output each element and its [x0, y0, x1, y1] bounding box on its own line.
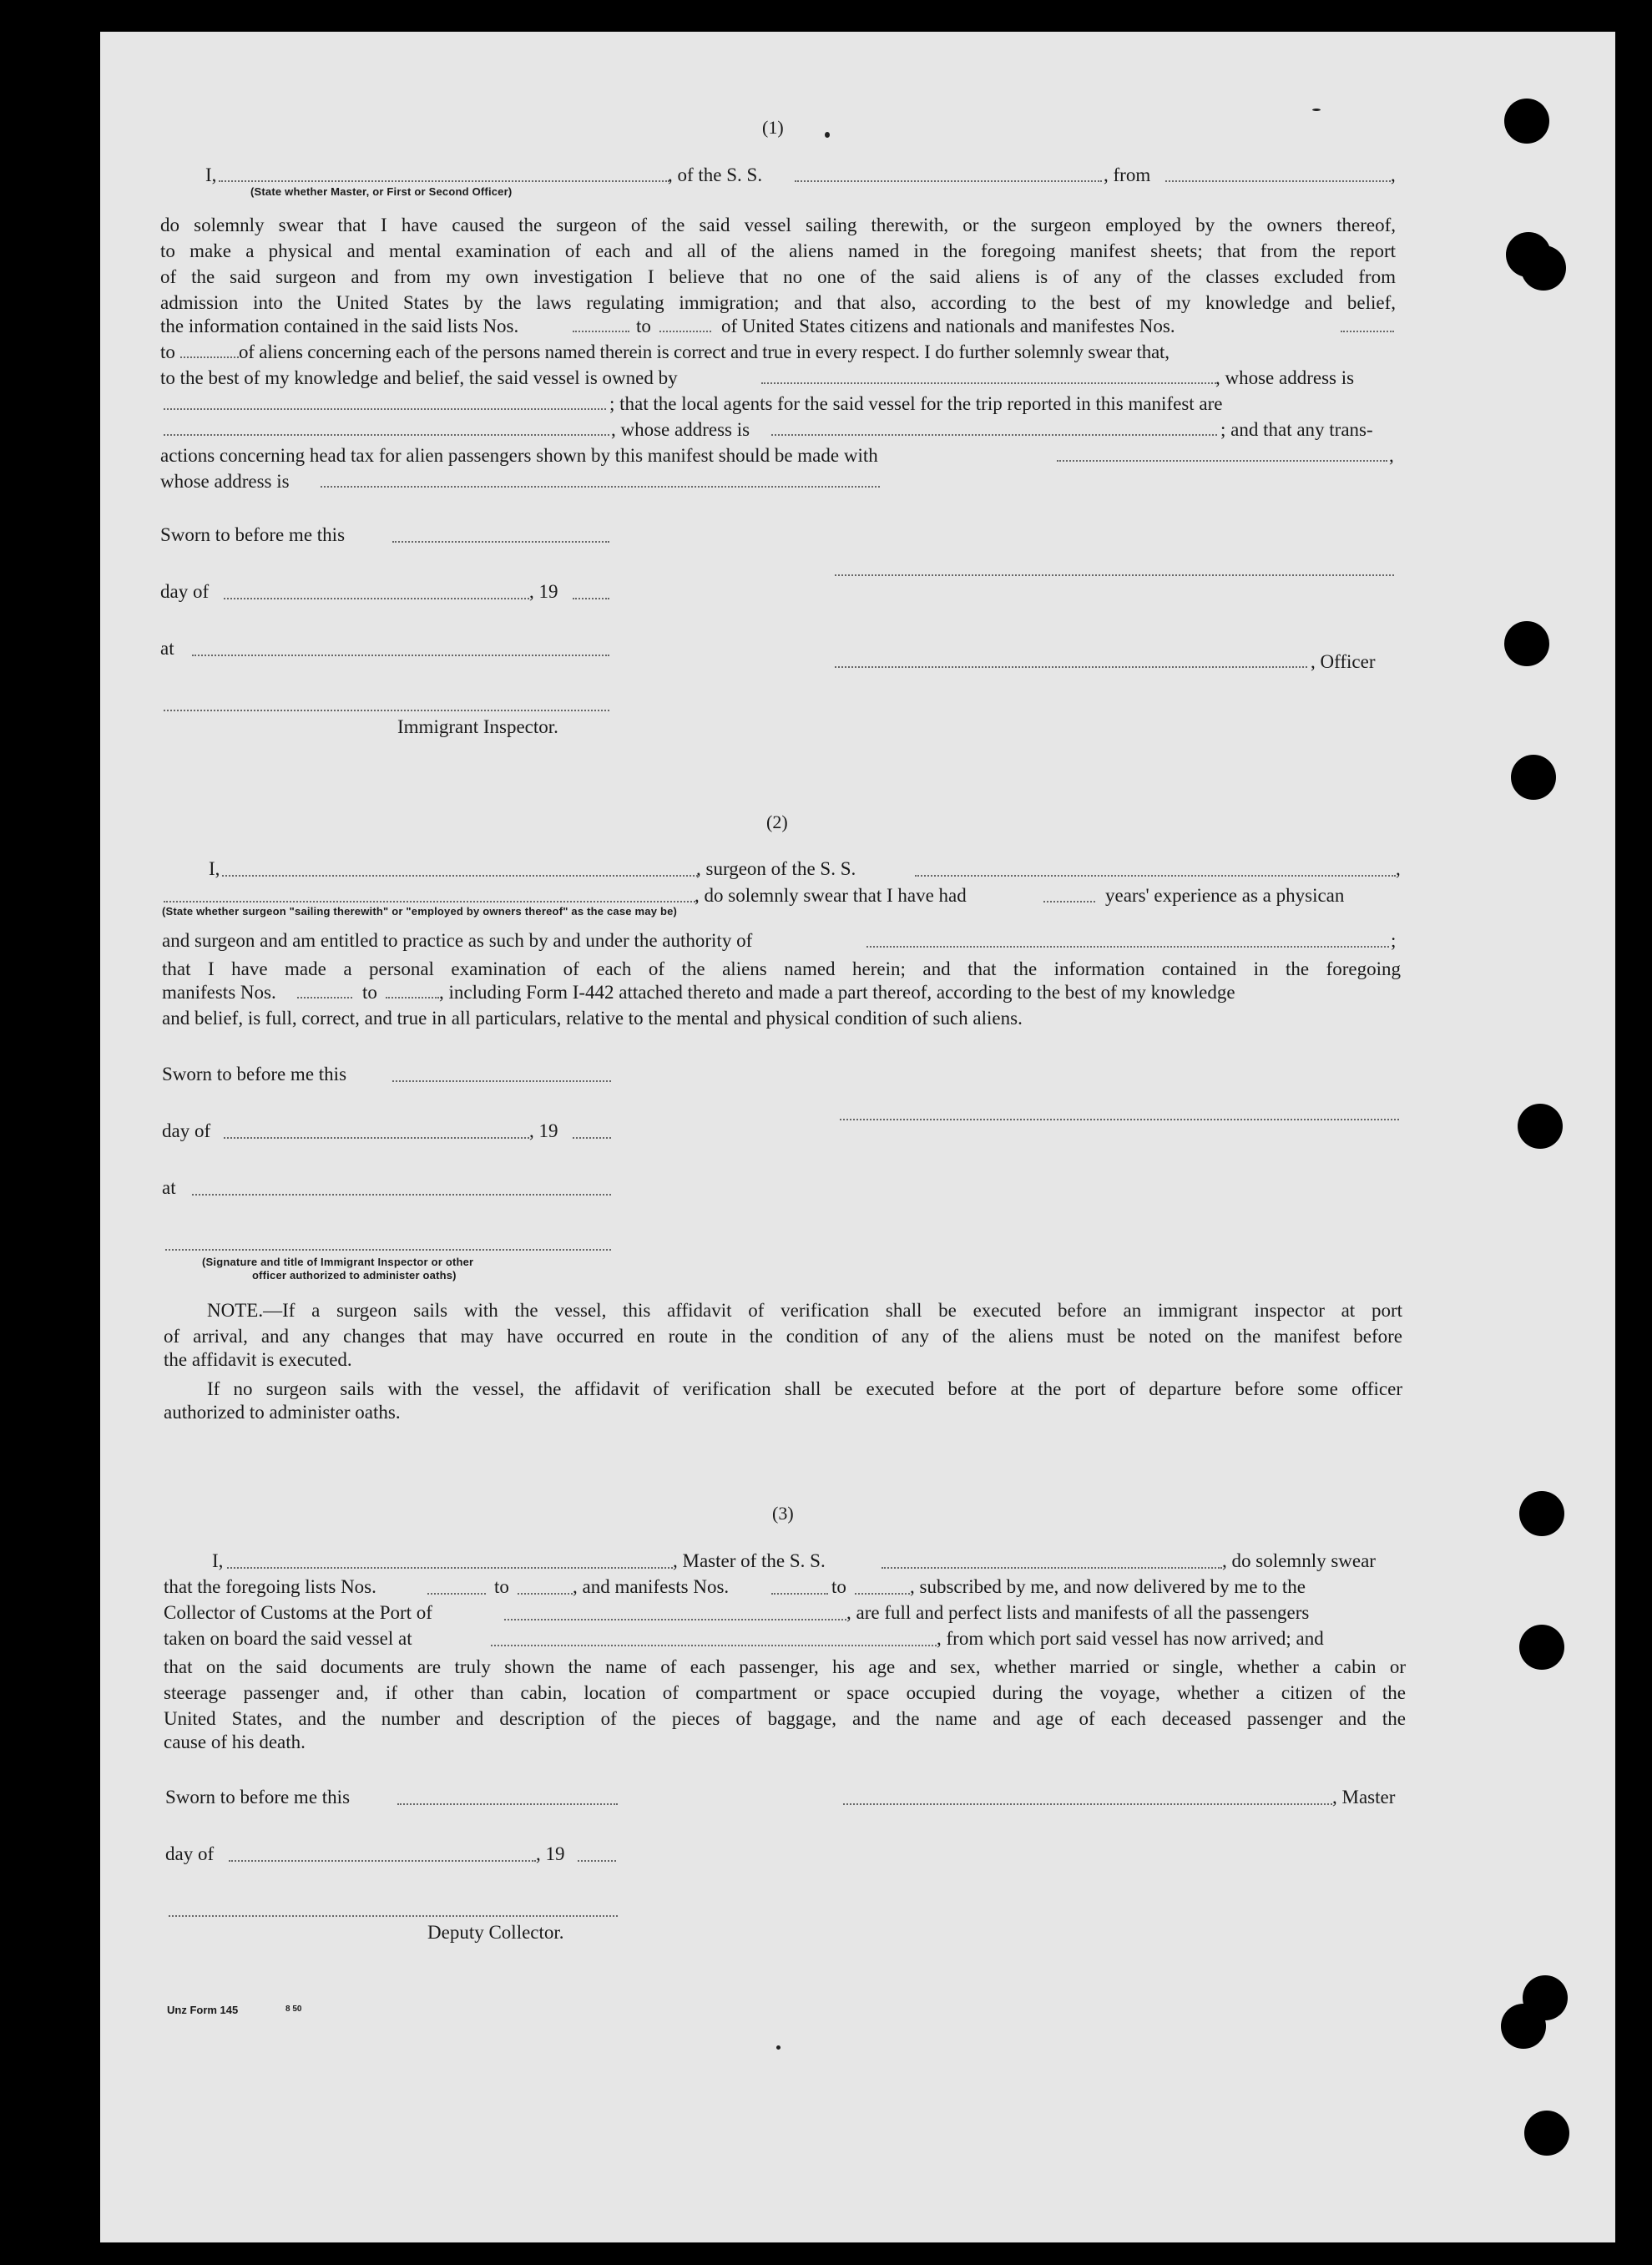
s2-at: at [162, 1177, 176, 1198]
s3-l3a: Collector of Customs at the Port of [164, 1602, 432, 1623]
s1-body [160, 212, 1396, 316]
s1-comma: , [1391, 164, 1396, 185]
s2-month-field[interactable] [224, 1137, 529, 1139]
s1-manifests-to-field[interactable] [180, 356, 239, 358]
s1-inspector-label: Immigrant Inspector. [397, 716, 558, 737]
s1-line-2: to make a physical and mental examination of each and all of the aliens named in the foregoing manifest sheets; that from the report [160, 240, 1396, 261]
s2-line-6: and belief, is full, correct, and true in all particulars, relative to the mental and physical condition of such aliens. [162, 1008, 1023, 1029]
s1-line-9b: ; and that any trans- [1220, 419, 1373, 440]
form-date: 8 50 [285, 2005, 302, 2014]
s1-inspector-sig-field[interactable] [164, 710, 609, 711]
s3-master-sig-field[interactable] [843, 1803, 1332, 1805]
s2-note2-line-2: authorized to administer oaths. [164, 1402, 401, 1423]
s1-line-9a: , whose address is [611, 419, 750, 440]
s2-line-3: and surgeon and am entitled to practice as such by and under the authority of [162, 930, 753, 951]
s1-manifests-from-field[interactable] [1341, 331, 1394, 332]
s2-surgeon-note: (State whether surgeon "sailing therewith" or "employed by owners thereof" as the case may be) [162, 905, 678, 918]
s1-line-10: actions concerning head tax for alien passengers shown by this manifest should be made with [160, 445, 878, 466]
s2-note [164, 1297, 1402, 1349]
s1-line-6b: of aliens concerning each of the persons named therein is correct and true in every respect. I do further solemnly swear that, [239, 341, 1170, 362]
s2-swear-b: years' experience as a physican [1105, 885, 1345, 906]
s3-port-field[interactable] [504, 1619, 846, 1620]
s3-l2b: to [494, 1576, 509, 1597]
s1-officer-sig-field[interactable] [835, 666, 1307, 668]
s1-agents-address-field[interactable] [771, 434, 1217, 436]
s2-note2-line-1: If no surgeon sails with the vessel, the affidavit of verification shall be executed before at the port of departure before some officer [207, 1378, 1402, 1399]
s2-note-2 [164, 1376, 1402, 1402]
s1-head-tax-address-field[interactable] [321, 486, 880, 488]
s2-line-5b: to [362, 982, 377, 1003]
s2-place-field[interactable] [192, 1194, 611, 1196]
s1-year-field[interactable] [573, 598, 609, 599]
s3-l4b: , from which port said vessel has now arrived; and [937, 1628, 1324, 1649]
s2-manifests-to-field[interactable] [386, 997, 439, 999]
s2-sworn-date-field[interactable] [392, 1080, 611, 1082]
s1-comma-2: , [1389, 445, 1394, 466]
s3-vessel-field[interactable] [882, 1567, 1222, 1569]
s1-line-8: ; that the local agents for the said vessel for the trip reported in this manifest are [609, 393, 1223, 414]
s2-note-line-1: NOTE.—If a surgeon sails with the vessel, this affidavit of verification shall be executed before an immigrant inspector at port [207, 1300, 1402, 1321]
s2-vessel-field[interactable] [915, 875, 1396, 877]
s1-line-5a: the information contained in the said lists Nos. [160, 316, 519, 336]
s1-nineteen: , 19 [529, 581, 558, 602]
s1-i: I, [205, 164, 217, 185]
s2-day-of: day of [162, 1120, 211, 1141]
s1-lists-to-field[interactable] [659, 331, 711, 332]
s2-i: I, [209, 858, 220, 879]
s3-l3b: , are full and perfect lists and manifests of all the passengers [846, 1602, 1310, 1623]
section-3-number: (3) [772, 1503, 794, 1524]
s1-line-1: do solemnly swear that I have caused the surgeon of the said vessel sailing therewith, or the surgeon employed by the owners thereof, [160, 215, 1396, 235]
s1-sworn-date-field[interactable] [392, 541, 609, 543]
punch-hole-3 [1521, 245, 1566, 291]
s3-year-field[interactable] [578, 1860, 616, 1862]
punch-hole-7 [1519, 1491, 1564, 1536]
s2-inspector-sig-field[interactable] [165, 1249, 611, 1251]
punch-hole-8 [1519, 1625, 1564, 1670]
s3-last-line: cause of his death. [164, 1732, 306, 1752]
s3-month-field[interactable] [229, 1860, 536, 1862]
s2-semicolon: ; [1391, 930, 1397, 951]
s3-l2c: , and manifests Nos. [573, 1576, 730, 1597]
s3-collector-sig-field[interactable] [169, 1915, 618, 1917]
section-1-number: (1) [762, 117, 784, 138]
s3-sworn: Sworn to before me this [165, 1787, 351, 1807]
punch-hole-11 [1501, 2004, 1546, 2049]
s2-authority-field[interactable] [866, 946, 1389, 948]
s2-signature-field[interactable] [840, 1119, 1399, 1120]
s3-lists-from-field[interactable] [427, 1593, 486, 1595]
s1-owner-address-field[interactable] [164, 408, 606, 410]
s2-sig-note-2: officer authorized to administer oaths) [252, 1269, 457, 1282]
punch-hole-4 [1504, 621, 1549, 666]
s2-years-field[interactable] [1043, 901, 1095, 902]
s1-line-7a: to the best of my knowledge and belief, the said vessel is owned by [160, 367, 678, 388]
s3-line-7: United States, and the number and description of the pieces of baggage, and the name and age of each deceased passenger and the [164, 1708, 1406, 1729]
s2-line-5c: , including Form I-442 attached thereto and made a part thereof, according to the best of my knowledge [439, 982, 1235, 1003]
s1-lists-from-field[interactable] [573, 331, 629, 332]
punch-hole-6 [1518, 1104, 1563, 1149]
s1-day-of: day of [160, 581, 210, 602]
s1-owner-field[interactable] [761, 382, 1219, 384]
s1-signature-field[interactable] [835, 574, 1394, 576]
s1-of-ss: , of the S. S. [668, 164, 763, 185]
s2-surgeon-name-field[interactable] [222, 875, 698, 877]
s3-embark-port-field[interactable] [491, 1645, 937, 1646]
s1-line-4: admission into the United States by the laws regulating immigration; and that also, according to the best of my knowledge and belief, [160, 292, 1396, 313]
s2-line-4: that I have made a personal examination of each of the aliens named herein; and that the information contained in the foregoing [162, 958, 1401, 979]
s3-l2a: that the foregoing lists Nos. [164, 1576, 376, 1597]
s1-agents-field[interactable] [164, 434, 609, 436]
s1-from-port-field[interactable] [1165, 180, 1391, 182]
speck [1312, 109, 1321, 111]
s2-nineteen: , 19 [529, 1120, 558, 1141]
speck [776, 2045, 781, 2050]
s1-vessel-name-field[interactable] [795, 180, 1102, 182]
punch-hole-1 [1504, 99, 1549, 144]
punch-hole-5 [1511, 755, 1556, 800]
s3-l2d: to [831, 1576, 846, 1597]
s1-officer-name-field[interactable] [219, 180, 669, 182]
s3-i: I, [212, 1550, 224, 1571]
s3-master-name-field[interactable] [227, 1567, 673, 1569]
s3-master-label: , Master [1332, 1787, 1396, 1807]
s3-manifests-to-field[interactable] [855, 1593, 910, 1595]
s2-comma: , [1396, 858, 1401, 879]
s1-line-5c: of United States citizens and nationals and manifestes Nos. [721, 316, 1175, 336]
s3-body [164, 1654, 1406, 1732]
s1-at: at [160, 638, 174, 659]
s3-lists-to-field[interactable] [518, 1593, 573, 1595]
s2-note-line-3: the affidavit is executed. [164, 1349, 352, 1370]
speck [825, 132, 830, 138]
s3-nineteen: , 19 [536, 1843, 565, 1864]
s1-from: , from [1104, 164, 1151, 185]
s3-manifests-from-field[interactable] [771, 1593, 828, 1595]
s3-day-of: day of [165, 1843, 215, 1864]
s1-head-tax-field[interactable] [1057, 460, 1387, 462]
s1-sworn: Sworn to before me this [160, 524, 346, 545]
punch-hole-10 [1524, 2111, 1569, 2156]
s1-line-3: of the said surgeon and from my own investigation I believe that no one of the said aliens is of any of the classes excluded from [160, 266, 1396, 287]
s1-line-7b: , whose address is [1215, 367, 1355, 388]
s2-line-5a: manifests Nos. [162, 982, 276, 1003]
s1-line-6a: to [160, 341, 175, 362]
s1-officer-note: (State whether Master, or First or Second Officer) [250, 185, 513, 198]
s2-swear-a: , do solemnly swear that I have had [695, 885, 967, 906]
section-2-number: (2) [766, 811, 788, 832]
s3-collector-label: Deputy Collector. [427, 1922, 564, 1943]
s2-surgeon-of: , surgeon of the S. S. [696, 858, 856, 879]
s2-note-line-2: of arrival, and any changes that may have occurred en route in the condition of any of the aliens must be noted on the manifest before [164, 1326, 1402, 1347]
form-id: Unz Form 145 [167, 2004, 239, 2016]
s2-body [162, 956, 1401, 982]
s3-swear: , do solemnly swear [1222, 1550, 1376, 1571]
s3-line-5: that on the said documents are truly shown the name of each passenger, his age and sex, whether married or single, whether a cabin or [164, 1656, 1406, 1677]
s1-line-11: whose address is [160, 471, 290, 492]
s3-line-6: steerage passenger and, if other than cabin, location of compartment or space occupied during the voyage, whether a citizen of the [164, 1682, 1406, 1703]
s1-officer-label: , Officer [1311, 651, 1376, 672]
s3-sworn-date-field[interactable] [397, 1803, 618, 1805]
s3-l2e: , subscribed by me, and now delivered by me to the [910, 1576, 1306, 1597]
s2-sworn: Sworn to before me this [162, 1064, 347, 1084]
s2-manifests-from-field[interactable] [297, 997, 352, 999]
s2-surgeon-type-field[interactable] [164, 901, 698, 902]
s1-month-field[interactable] [224, 598, 529, 599]
s1-place-field[interactable] [192, 655, 609, 656]
s3-l4a: taken on board the said vessel at [164, 1628, 412, 1649]
s2-year-field[interactable] [573, 1137, 611, 1139]
s2-sig-note-1: (Signature and title of Immigrant Inspector or other [202, 1256, 474, 1268]
s1-line-5b: to [636, 316, 651, 336]
s3-master-of: , Master of the S. S. [673, 1550, 826, 1571]
